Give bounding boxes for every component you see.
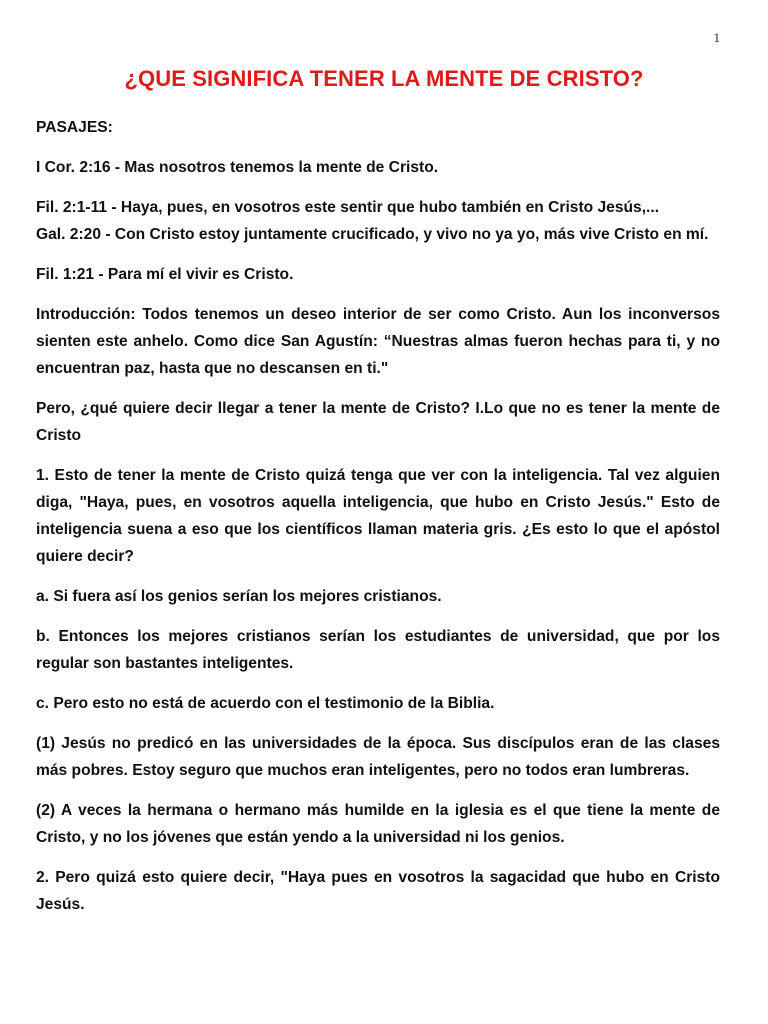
- passages-heading: PASAJES:: [36, 119, 113, 136]
- point-a-paragraph: a. Si fuera así los genios serían los mejores cristianos.: [36, 588, 442, 605]
- introduction-paragraph: Introducción: Todos tenemos un deseo interior de ser como Cristo. Aun los inconversos sienten este anhelo. Como dice San Agustín: “Nuestras almas fueron hechas para ti, y no encuentran paz, hasta que no descansen en ti.": [36, 306, 720, 377]
- passage-galatians: Gal. 2:20 - Con Cristo estoy juntamente crucificado, y vivo no ya yo, más vive Cristo en mí.: [36, 226, 709, 243]
- point-1-paragraph: 1. Esto de tener la mente de Cristo quizá tenga que ver con la inteligencia. Tal vez alguien diga, "Haya, pues, en vosotros aquella inteligencia, que hubo en Cristo Jesús." Esto de inteligencia suena a eso que los científicos llaman materia gris. ¿Es esto lo que el apóstol quiere decir?: [36, 467, 720, 565]
- passage-philippians-1: Fil. 1:21 - Para mí el vivir es Cristo.: [36, 266, 294, 283]
- point-b-paragraph: b. Entonces los mejores cristianos serían los estudiantes de universidad, que por los regular son bastantes inteligentes.: [36, 628, 720, 672]
- passage-philippians-2: Fil. 2:1-11 - Haya, pues, en vosotros este sentir que hubo también en Cristo Jesús,...: [36, 199, 660, 216]
- page-title: ¿QUE SIGNIFICA TENER LA MENTE DE CRISTO?: [124, 66, 644, 91]
- question-paragraph: Pero, ¿qué quiere decir llegar a tener la mente de Cristo? I.Lo que no es tener la mente de Cristo: [36, 400, 720, 444]
- subpoint-2-paragraph: (2) A veces la hermana o hermano más humilde en la iglesia es el que tiene la mente de Cristo, y no los jóvenes que están yendo a la universidad ni los genios.: [36, 802, 720, 846]
- point-2-paragraph: 2. Pero quizá esto quiere decir, "Haya pues en vosotros la sagacidad que hubo en Cristo Jesús.: [36, 869, 720, 913]
- point-c-paragraph: c. Pero esto no está de acuerdo con el testimonio de la Biblia.: [36, 695, 495, 712]
- document-body: [36, 114, 720, 931]
- passage-1-corinthians: I Cor. 2:16 - Mas nosotros tenemos la mente de Cristo.: [36, 159, 439, 176]
- subpoint-1-paragraph: (1) Jesús no predicó en las universidades de la época. Sus discípulos eran de las clases más pobres. Estoy seguro que muchos eran inteligentes, pero no todos eran lumbreras.: [36, 735, 720, 779]
- page-number: 1: [713, 30, 720, 45]
